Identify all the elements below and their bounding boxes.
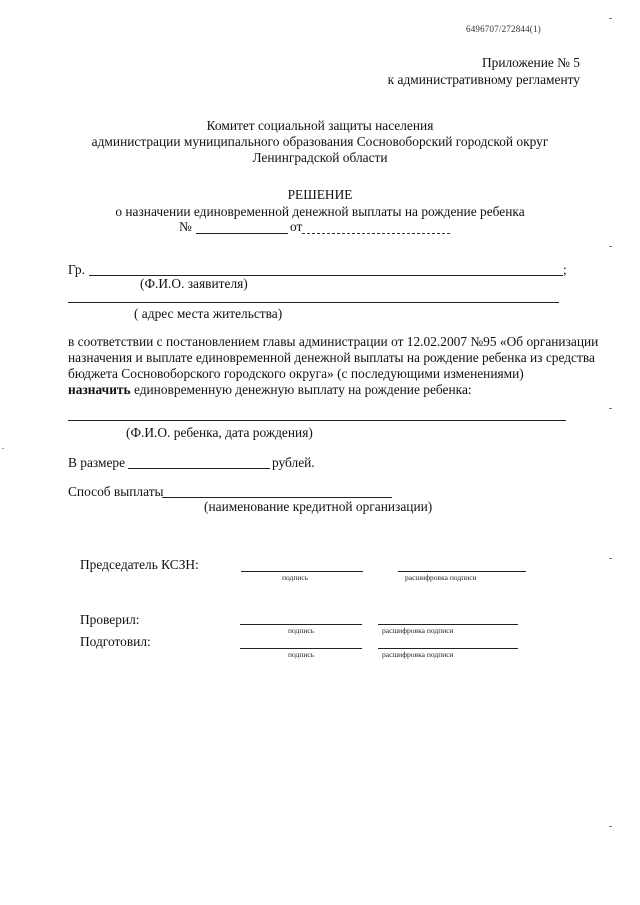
committee-line-1: Комитет социальной защиты населения [206, 118, 434, 133]
applicant-line-end: ; [563, 262, 567, 277]
scan-mark [609, 408, 612, 409]
decision-date-line [302, 233, 450, 234]
prepared-label: Подготовил: [80, 634, 151, 649]
chairman-sign-caption: подпись [282, 573, 309, 582]
checked-decode-line [378, 624, 518, 625]
payment-caption: (наименование кредитной организации) [204, 499, 433, 514]
prepared-sign-caption: подпись [288, 650, 315, 659]
assign-sentence [68, 382, 472, 398]
decision-title: РЕШЕНИЕ [287, 187, 353, 202]
appendix-reference: к административному регламенту [387, 72, 580, 87]
amount-currency: рублей. [272, 455, 315, 470]
scan-mark [2, 448, 4, 449]
applicant-address-line [68, 302, 559, 303]
checked-decode-caption: расшифровка подписи [382, 626, 454, 635]
amount-line [128, 468, 270, 469]
assign-word: назначить [68, 382, 131, 397]
chairman-decode-line [398, 571, 526, 572]
payment-line [162, 497, 392, 498]
committee-line-2: администрации муниципального образования Сосновоборский городской округ [91, 134, 549, 149]
child-info-line [68, 420, 566, 421]
checked-label: Проверил: [80, 612, 140, 627]
scan-mark [609, 826, 612, 827]
scan-mark [609, 246, 612, 247]
body-line-3: бюджета Сосновоборского городского округа» (с последующими изменениями) [68, 366, 524, 381]
committee-line-3: Ленинградской области [252, 150, 388, 165]
chairman-label: Председатель КСЗН: [80, 557, 199, 572]
decision-subtitle: о назначении единовременной денежной выплаты на рождение ребенка [115, 204, 525, 219]
document-id: 6496707/272844(1) [466, 24, 541, 34]
scan-mark [609, 18, 612, 19]
assign-rest: единовременную денежную выплату на рождение ребенка: [130, 382, 472, 397]
decision-date-label: от [290, 219, 303, 234]
chairman-sign-line [241, 571, 363, 572]
body-line-1: в соответствии с постановлением главы администрации от 12.02.2007 №95 «Об организации [68, 334, 599, 349]
applicant-prefix: Гр. [68, 262, 85, 277]
scan-mark [609, 558, 612, 559]
decision-number-line [196, 233, 288, 234]
decision-number-label: № [179, 219, 192, 234]
checked-sign-line [240, 624, 362, 625]
applicant-name-caption: (Ф.И.О. заявителя) [140, 276, 248, 291]
child-info-caption: (Ф.И.О. ребенка, дата рождения) [126, 425, 313, 440]
prepared-decode-caption: расшифровка подписи [382, 650, 454, 659]
prepared-decode-line [378, 648, 518, 649]
prepared-sign-line [240, 648, 362, 649]
appendix-number: Приложение № 5 [481, 55, 580, 70]
chairman-decode-caption: расшифровка подписи [405, 573, 477, 582]
checked-sign-caption: подпись [288, 626, 315, 635]
body-line-2: назначения и выплате единовременной денежной выплаты на рождение ребенка из средства [68, 350, 595, 365]
applicant-address-caption: ( адрес места жительства) [134, 306, 283, 321]
amount-label: В размере [68, 455, 126, 470]
payment-label: Способ выплаты [68, 484, 164, 499]
